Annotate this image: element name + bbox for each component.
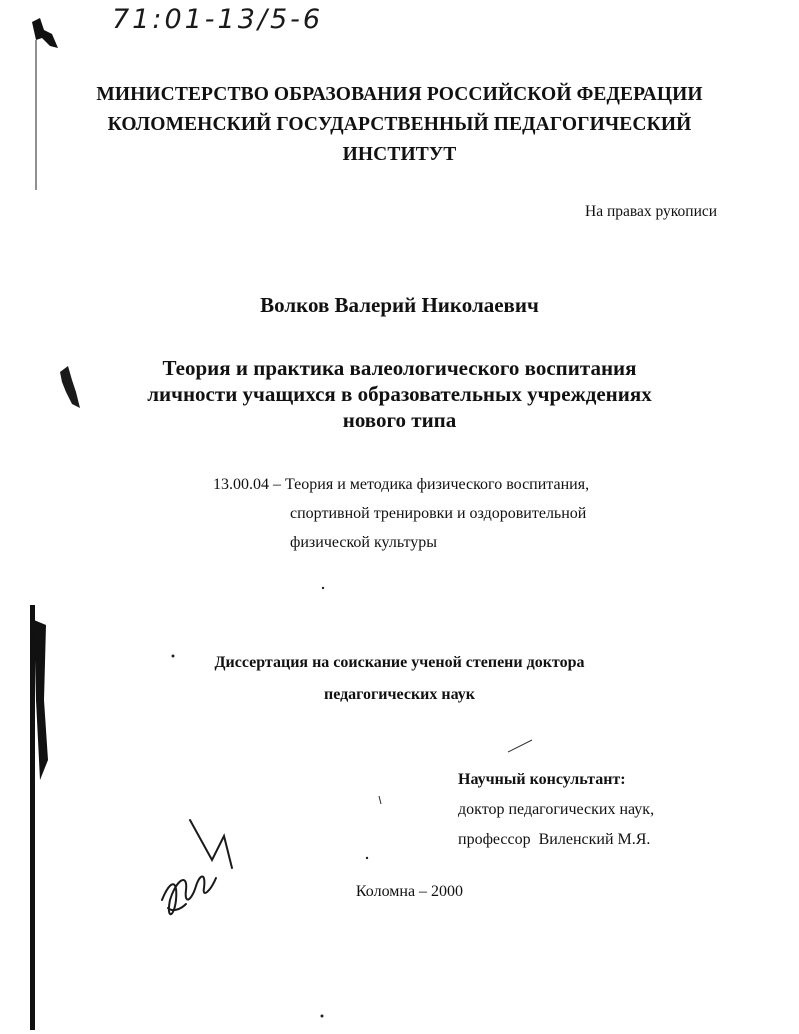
specialty-line-1: 13.00.04 – Теория и методика физического воспитания,: [213, 476, 590, 493]
institution-line-1: МИНИСТЕРСТВО ОБРАЗОВАНИЯ РОССИЙСКОЙ ФЕДЕРАЦИИ: [96, 84, 703, 105]
consultant-name: профессор Виленский М.Я.: [458, 831, 651, 848]
speck: [379, 796, 381, 804]
title-line-3: нового типа: [342, 408, 457, 432]
specialty-line-2: спортивной тренировки и оздоровительной: [290, 505, 587, 522]
archive-code: 71:01-13/5-6: [112, 4, 324, 35]
degree-line-1: Диссертация на соискание ученой степени доктора: [214, 654, 585, 671]
pencil-stroke: [508, 740, 532, 752]
top-left-scan-mark: [32, 18, 58, 48]
speck: [366, 857, 368, 859]
institution-line-3: ИНСТИТУТ: [342, 144, 457, 165]
speck: [321, 1015, 324, 1018]
specialty-line-3: физической культуры: [290, 534, 438, 551]
rights-note: На правах рукописи: [585, 203, 718, 220]
dissertation-title: [0, 355, 799, 433]
specialty: [213, 470, 589, 557]
dissertation-degree: [0, 647, 799, 711]
city-year: Коломна – 2000: [355, 883, 464, 900]
consultant-block: [458, 765, 654, 855]
degree-line-2: педагогических наук: [323, 686, 476, 703]
author-name: Волков Валерий Николаевич: [260, 293, 539, 317]
consultant-heading: Научный консультант:: [458, 771, 626, 788]
title-line-1: Теория и практика валеологического воспитания: [162, 356, 637, 380]
consultant-degree: доктор педагогических наук,: [458, 801, 655, 818]
institution-line-2: КОЛОМЕНСКИЙ ГОСУДАРСТВЕННЫЙ ПЕДАГОГИЧЕСКИЙ: [107, 114, 692, 135]
title-line-2: личности учащихся в образовательных учреждениях: [147, 382, 652, 406]
institution-header: [0, 80, 799, 170]
speck: [322, 587, 324, 589]
